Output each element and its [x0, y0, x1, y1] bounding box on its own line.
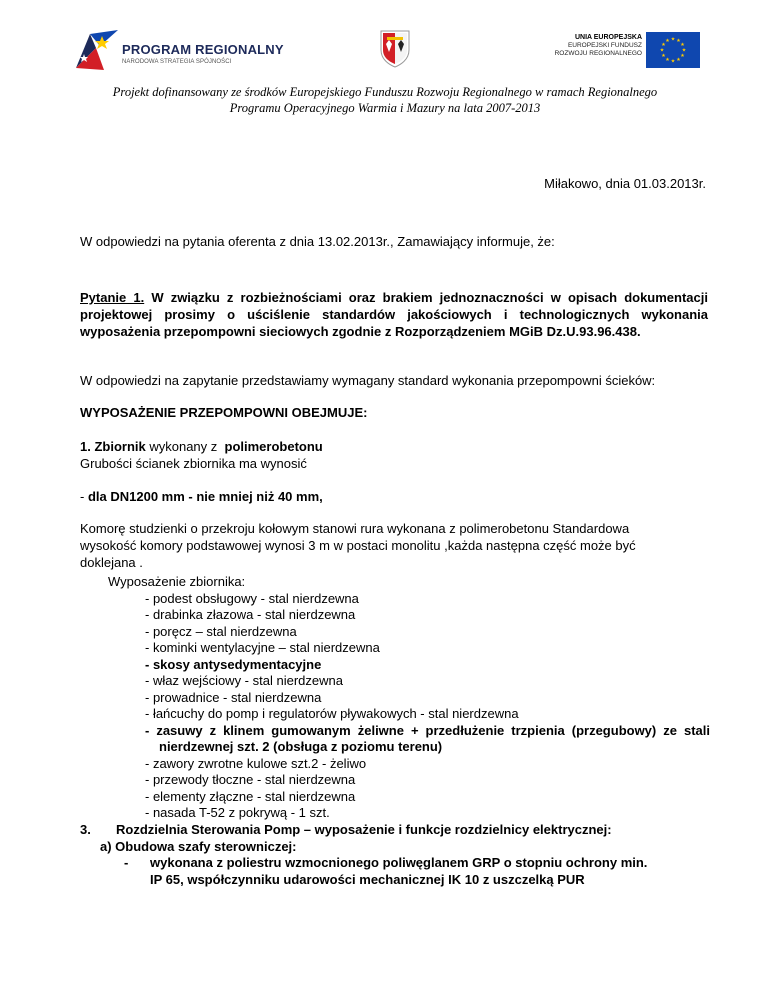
eu-line-3: ROZWOJU REGIONALNEGO [554, 50, 642, 57]
tank-spec-text: dla DN1200 mm - nie mniej niż 40 mm, [87, 489, 323, 504]
list-item: - zawory zwrotne kulowe szt.2 - żeliwo [145, 755, 367, 771]
eu-star-icon: ★ [670, 36, 676, 43]
list-item: - zasuwy z klinem gumowanym żeliwne + przedłużenie trzpienia (przegubowy) ze stali [145, 722, 710, 738]
section-3-item [80, 855, 710, 888]
page-header [0, 0, 768, 80]
section-3-number: 3. [80, 822, 91, 837]
tank-spec-dash: - [80, 489, 88, 504]
list-item: - przewody tłoczne - stal nierdzewna [145, 772, 356, 787]
tank-line-2: Grubości ścianek zbiornika ma wynosić [80, 456, 307, 471]
eu-star-icon: ★ [659, 47, 665, 54]
list-item: - łańcuchy do pomp i regulatorów pływakowych - stal nierdzewna [145, 706, 519, 721]
chamber-paragraph: Komorę studzienki o przekroju kołowym stanowi rura wykonana z polimerobetonu Standardowa wysokość komory podstawowej wynosi 3 m w postaci monolitu ,każda następna część może być doklejana . [80, 521, 636, 570]
tank-line-1 [80, 438, 708, 455]
funding-note-line-1: Projekt dofinansowany ze środków Europejskiego Funduszu Rozwoju Regionalnego w ramach Regionalnego [112, 85, 658, 99]
eu-line-1: UNIA EUROPEJSKA [574, 34, 642, 41]
answer-intro: W odpowiedzi na zapytanie przedstawiamy wymagany standard wykonania przepompowni ścieków: [80, 373, 656, 388]
list-item: - podest obsługowy - stal nierdzewna [145, 590, 359, 606]
eu-star-icon: ★ [661, 42, 666, 49]
program-title: PROGRAM REGIONALNY [122, 42, 284, 57]
list-item: - kominki wentylacyjne – stal nierdzewna [145, 640, 380, 655]
eu-star-icon: ★ [670, 58, 676, 65]
warmia-mazury-crest-icon [380, 30, 410, 68]
list-item: - nasada T-52 z pokrywą - 1 szt. [145, 805, 330, 820]
list-item: - prowadnice - stal nierdzewna [145, 689, 322, 705]
list-item: nierdzewnej szt. 2 (obsługa z poziomu terenu) [159, 739, 443, 754]
program-subtitle: NARODOWA STRATEGIA SPÓJNOŚCI [122, 59, 232, 65]
eu-star-icon: ★ [681, 47, 687, 54]
tank-equipment-list [100, 574, 710, 822]
question-paragraph [80, 289, 708, 340]
tank-equipment-heading: Wyposażenie zbiornika: [108, 574, 246, 589]
equipment-heading: WYPOSAŻENIE PRZEPOMPOWNI OBEJMUJE: [80, 405, 368, 420]
tank-paragraph [80, 438, 708, 472]
section-3-title: Rozdzielnia Sterowania Pomp – wyposażenie i funkcje rozdzielnicy elektrycznej: [116, 822, 612, 837]
eu-flag-icon [646, 32, 700, 68]
section-3-item-dash: - [124, 855, 129, 870]
question-text: W związku z rozbieżnościami oraz brakiem jednoznaczności w opisach dokumentacji projektowej prosimy o uściślenie standardów jakościowych i technologicznych wykonania wyposażenia przepompowni sieciowych zgodnie z Rozporządzeniem MGiB Dz.U.93.96.438. [80, 290, 708, 339]
eu-star-icon: ★ [676, 57, 681, 64]
date-line: Miłakowo, dnia 01.03.2013r. [544, 176, 706, 191]
tank-label: 1. Zbiornik [80, 439, 146, 454]
list-item: - skosy antysedymentacyjne [145, 656, 322, 672]
program-regionalny-logo [74, 28, 284, 70]
tank-spec [80, 488, 708, 505]
eu-star-icon: ★ [676, 38, 681, 45]
program-regionalny-mark-icon [74, 28, 118, 70]
eu-star-icon: ★ [680, 53, 685, 60]
eu-star-icon: ★ [661, 53, 666, 60]
section-3-item-line-1: wykonana z poliestru wzmocnionego poliwęglanem GRP o stopniu ochrony min. [150, 855, 648, 870]
list-item: - poręcz – stal nierdzewna [145, 623, 297, 639]
list-item: - drabinka złazowa - stal nierdzewna [145, 607, 356, 622]
eu-star-icon: ★ [665, 38, 670, 45]
eu-star-icon: ★ [680, 42, 685, 49]
funding-note [80, 84, 690, 116]
tank-text-mid: wykonany z [145, 439, 225, 454]
section-3-item-line-2: IP 65, współczynniku udarowości mechanicznej IK 10 z uszczelką PUR [150, 871, 585, 887]
funding-note-line-2: Programu Operacyjnego Warmia i Mazury na lata 2007-2013 [229, 101, 541, 115]
section-3 [80, 822, 710, 888]
list-item: - elementy złączne - stal nierdzewna [145, 788, 356, 804]
eu-line-2: EUROPEJSKI FUNDUSZ [567, 42, 642, 49]
section-3-sub-a: a) Obudowa szafy sterowniczej: [100, 838, 297, 854]
eu-star-icon: ★ [665, 57, 670, 64]
question-label: Pytanie 1. [80, 290, 145, 305]
intro-paragraph: W odpowiedzi na pytania oferenta z dnia 13.02.2013r., Zamawiający informuje, że: [80, 234, 555, 249]
tank-material: polimerobetonu [224, 439, 323, 454]
eu-fund-text [552, 34, 642, 58]
section-3-title-line [80, 822, 710, 839]
list-item: - właz wejściowy - stal nierdzewna [145, 673, 343, 688]
